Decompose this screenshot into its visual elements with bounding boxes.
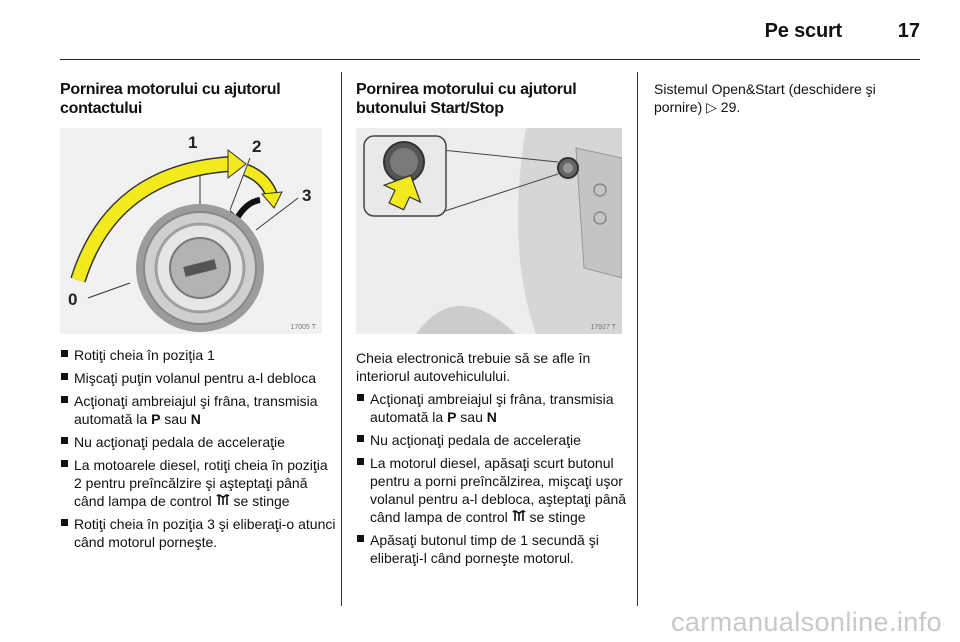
column-divider [341,72,342,606]
ignition-illustration [60,128,322,334]
list-item: Nu acţionaţi pedala de acceleraţie [356,431,630,449]
open-start-reference: Sistemul Open&Start (deschidere şi pornire) ▷ 29. [654,81,876,115]
bullet-square [61,519,68,526]
middle-column [356,80,626,118]
position-label: 0 [68,290,78,309]
bullet-square [61,373,68,380]
center-console [576,148,622,278]
return-arrow [236,200,260,220]
left-column [60,80,330,118]
left-instructions [60,346,338,556]
watermark: carmanualsonline.info [670,607,942,637]
position-0-line [88,283,130,298]
bullet-square [61,437,68,444]
page-reference[interactable]: 29. [716,99,741,115]
list-item: Rotiţi cheia în poziţia 1 [60,346,338,364]
reference-arrow-icon: ▷ [706,99,717,115]
position-label: 3 [302,186,312,205]
ignition-figure [60,128,322,334]
bullet-square [61,460,68,467]
glow-plug-icon [512,510,526,523]
position-label: 1 [188,133,198,152]
section-heading: Pornirea motorului cu ajutorul butonului Start/Stop [356,81,577,117]
intro-paragraph: Cheia electronică trebuie să se afle în interiorul autovehiculului. [356,350,591,384]
list-item: Acţionaţi ambreiajul şi frâna, transmisia automată la P sau N [356,390,630,426]
turn-arrow-head [228,150,246,178]
list-item: La motorul diesel, apăsaţi scurt butonul pentru a porni preîncălzirea, mişcaţi uşor volanul pentru a-l debloca, aşteptaţi până când lampa de control se stinge [356,454,630,526]
position-label: 2 [252,137,262,156]
figure-code: 17005 T [290,324,316,331]
bullet-square [61,350,68,357]
section-title: Pe scurt [764,20,842,42]
column-divider [637,72,638,606]
bullet-square [357,435,364,442]
page-header [60,18,920,60]
list-item: La motoarele diesel, rotiţi cheia în poziţia 2 pentru preîncălzire şi aşteptaţi până când lampa de control se stinge [60,456,338,510]
bullet-square [357,535,364,542]
start-arrow [246,170,272,196]
middle-instructions [356,390,630,572]
section-heading: Pornirea motorului cu ajutorul contactului [60,81,281,117]
bullet-square [357,458,364,465]
list-item: Acţionaţi ambreiajul şi frâna, transmisia automată la P sau N [60,392,338,428]
list-item: Apăsaţi butonul timp de 1 secundă şi eliberaţi-l când porneşte motorul. [356,531,630,567]
list-item: Nu acţionaţi pedala de acceleraţie [60,433,338,451]
list-item: Rotiţi cheia în poziţia 3 şi eliberaţi-o atunci când motorul porneşte. [60,515,338,551]
start-arrow-head [262,192,282,208]
start-stop-figure [356,128,622,334]
bullet-square [357,394,364,401]
figure-code: 17927 T [590,324,616,331]
steering-column [416,306,516,334]
page-number: 17 [897,20,920,42]
start-stop-illustration [356,128,622,334]
list-item: Mişcaţi puţin volanul pentru a-l debloca [60,369,338,387]
bullet-square [61,396,68,403]
glow-plug-icon [216,494,230,507]
